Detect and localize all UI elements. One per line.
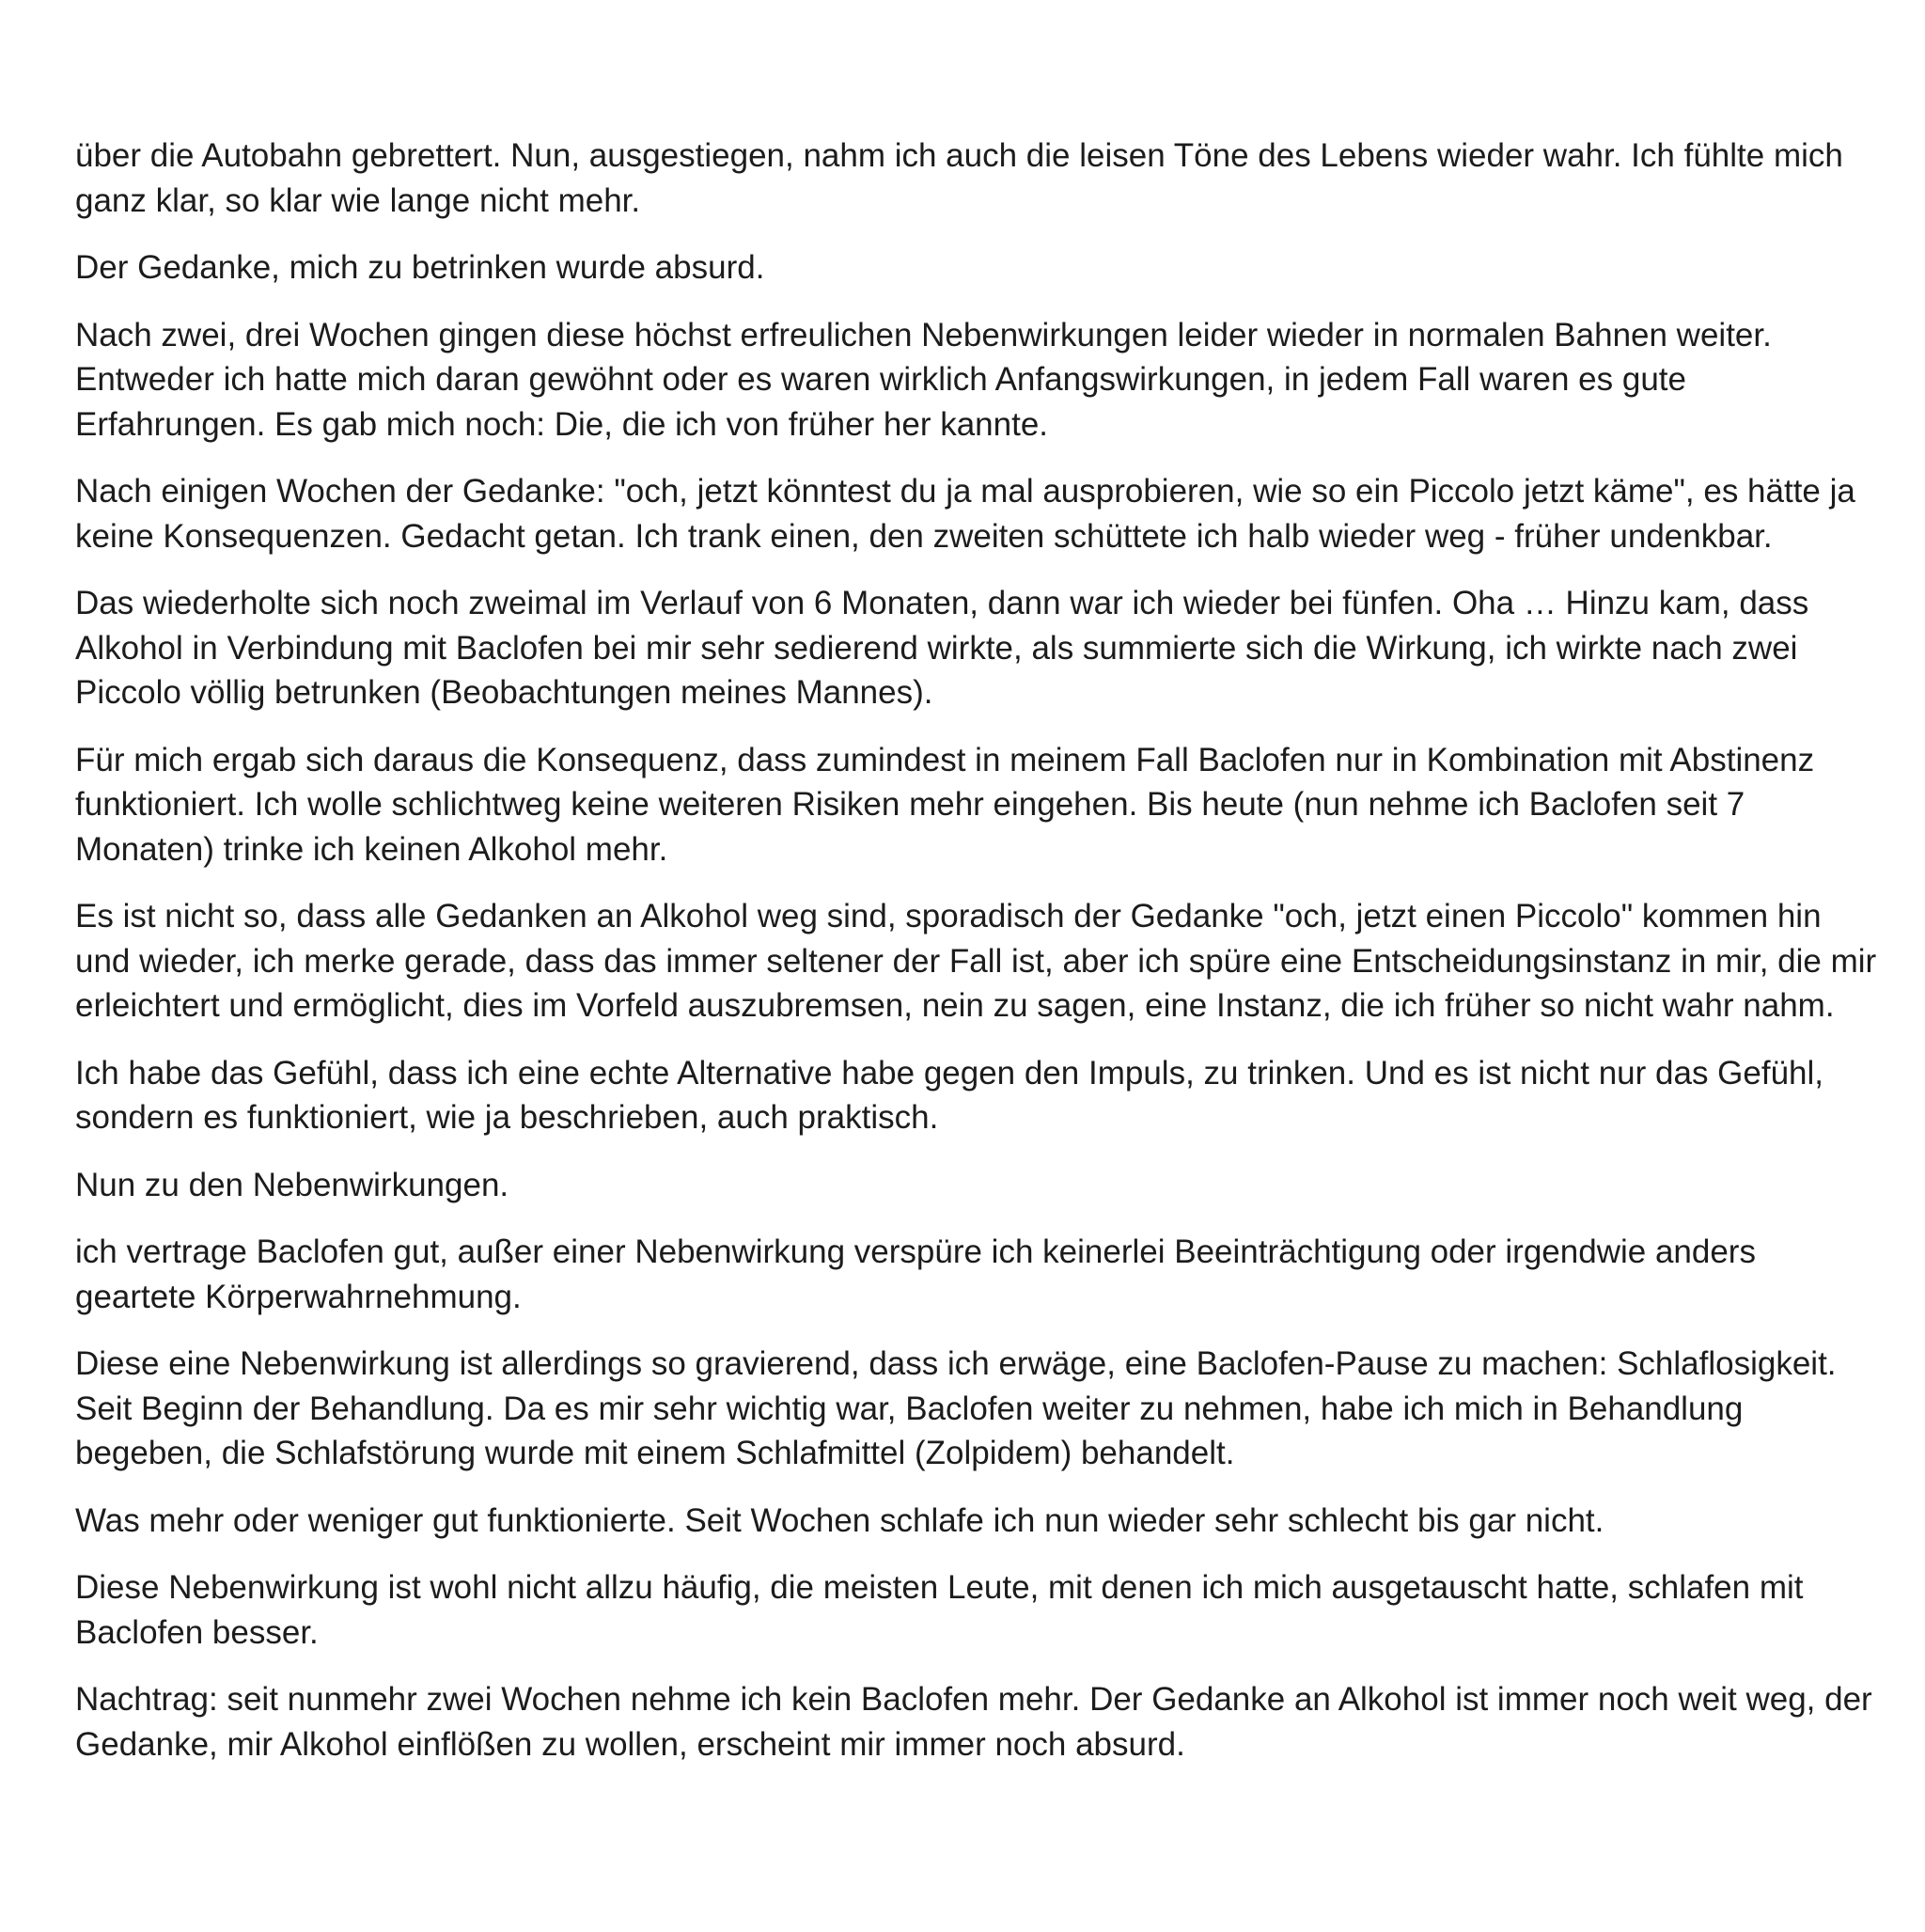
document-body — [75, 134, 1885, 1789]
paragraph: Nach zwei, drei Wochen gingen diese höchst erfreulichen Nebenwirkungen leider wieder in normalen Bahnen weiter. Entweder ich hatte mich daran gewöhnt oder es waren wirklich Anfangswirkungen, in jedem Fall waren es gute Erfahrungen. Es gab mich noch: Die, die ich von früher her kannte. — [75, 316, 1772, 443]
paragraph: Nun zu den Nebenwirkungen. — [75, 1166, 509, 1203]
paragraph: Diese Nebenwirkung ist wohl nicht allzu häufig, die meisten Leute, mit denen ich mich ausgetauscht hatte, schlafen mit Baclofen besser. — [75, 1569, 1804, 1651]
paragraph: über die Autobahn gebrettert. Nun, ausgestiegen, nahm ich auch die leisen Töne des Lebens wieder wahr. Ich fühlte mich ganz klar, so klar wie lange nicht mehr. — [75, 137, 1843, 219]
paragraph: Nach einigen Wochen der Gedanke: "och, jetzt könntest du ja mal ausprobieren, wie so ein Piccolo jetzt käme", es hätte ja keine Konsequenzen. Gedacht getan. Ich trank einen, den zweiten schüttete ich halb wieder weg - früher undenkbar. — [75, 473, 1855, 555]
paragraph: Der Gedanke, mich zu betrinken wurde absurd. — [75, 249, 765, 286]
paragraph: Nachtrag: seit nunmehr zwei Wochen nehme ich kein Baclofen mehr. Der Gedanke an Alkohol ist immer noch weit weg, der Gedanke, mir Alkohol einflößen zu wollen, erscheint mir immer noch absurd. — [75, 1681, 1872, 1763]
paragraph: Diese eine Nebenwirkung ist allerdings so gravierend, dass ich erwäge, eine Baclofen-Pause zu machen: Schlaflosigkeit. Seit Beginn der Behandlung. Da es mir sehr wichtig war, Baclofen weiter zu nehmen, habe ich mich in Behandlung begeben, die Schlafstörung wurde mit einem Schlafmittel (Zolpidem) behandelt. — [75, 1345, 1837, 1471]
paragraph: ich vertrage Baclofen gut, außer einer Nebenwirkung verspüre ich keinerlei Beeinträchtigung oder irgendwie anders geartete Körperwahrnehmung. — [75, 1233, 1756, 1315]
paragraph: Für mich ergab sich daraus die Konsequenz, dass zumindest in meinem Fall Baclofen nur in Kombination mit Abstinenz funktioniert. Ich wolle schlichtweg keine weiteren Risiken mehr eingehen. Bis heute (nun nehme ich Baclofen seit 7 Monaten) trinke ich keinen Alkohol mehr. — [75, 741, 1815, 868]
paragraph: Ich habe das Gefühl, dass ich eine echte Alternative habe gegen den Impuls, zu trinken. Und es ist nicht nur das Gefühl, sondern es funktioniert, wie ja beschrieben, auch praktisch. — [75, 1054, 1824, 1136]
paragraph: Es ist nicht so, dass alle Gedanken an Alkohol weg sind, sporadisch der Gedanke "och, jetzt einen Piccolo" kommen hin und wieder, ich merke gerade, dass das immer seltener der Fall ist, aber ich spüre eine Entscheidungsinstanz in mir, die mir erleichtert und ermöglicht, dies im Vorfeld auszubremsen, nein zu sagen, eine Instanz, die ich früher so nicht wahr nahm. — [75, 898, 1877, 1024]
paragraph: Was mehr oder weniger gut funktionierte. Seit Wochen schlafe ich nun wieder sehr schlecht bis gar nicht. — [75, 1501, 1604, 1539]
paragraph: Das wiederholte sich noch zweimal im Verlauf von 6 Monaten, dann war ich wieder bei fünfen. Oha … Hinzu kam, dass Alkohol in Verbindung mit Baclofen bei mir sehr sedierend wirkte, als summierte sich die Wirkung, ich wirkte nach zwei Piccolo völlig betrunken (Beobachtungen meines Mannes). — [75, 585, 1809, 711]
